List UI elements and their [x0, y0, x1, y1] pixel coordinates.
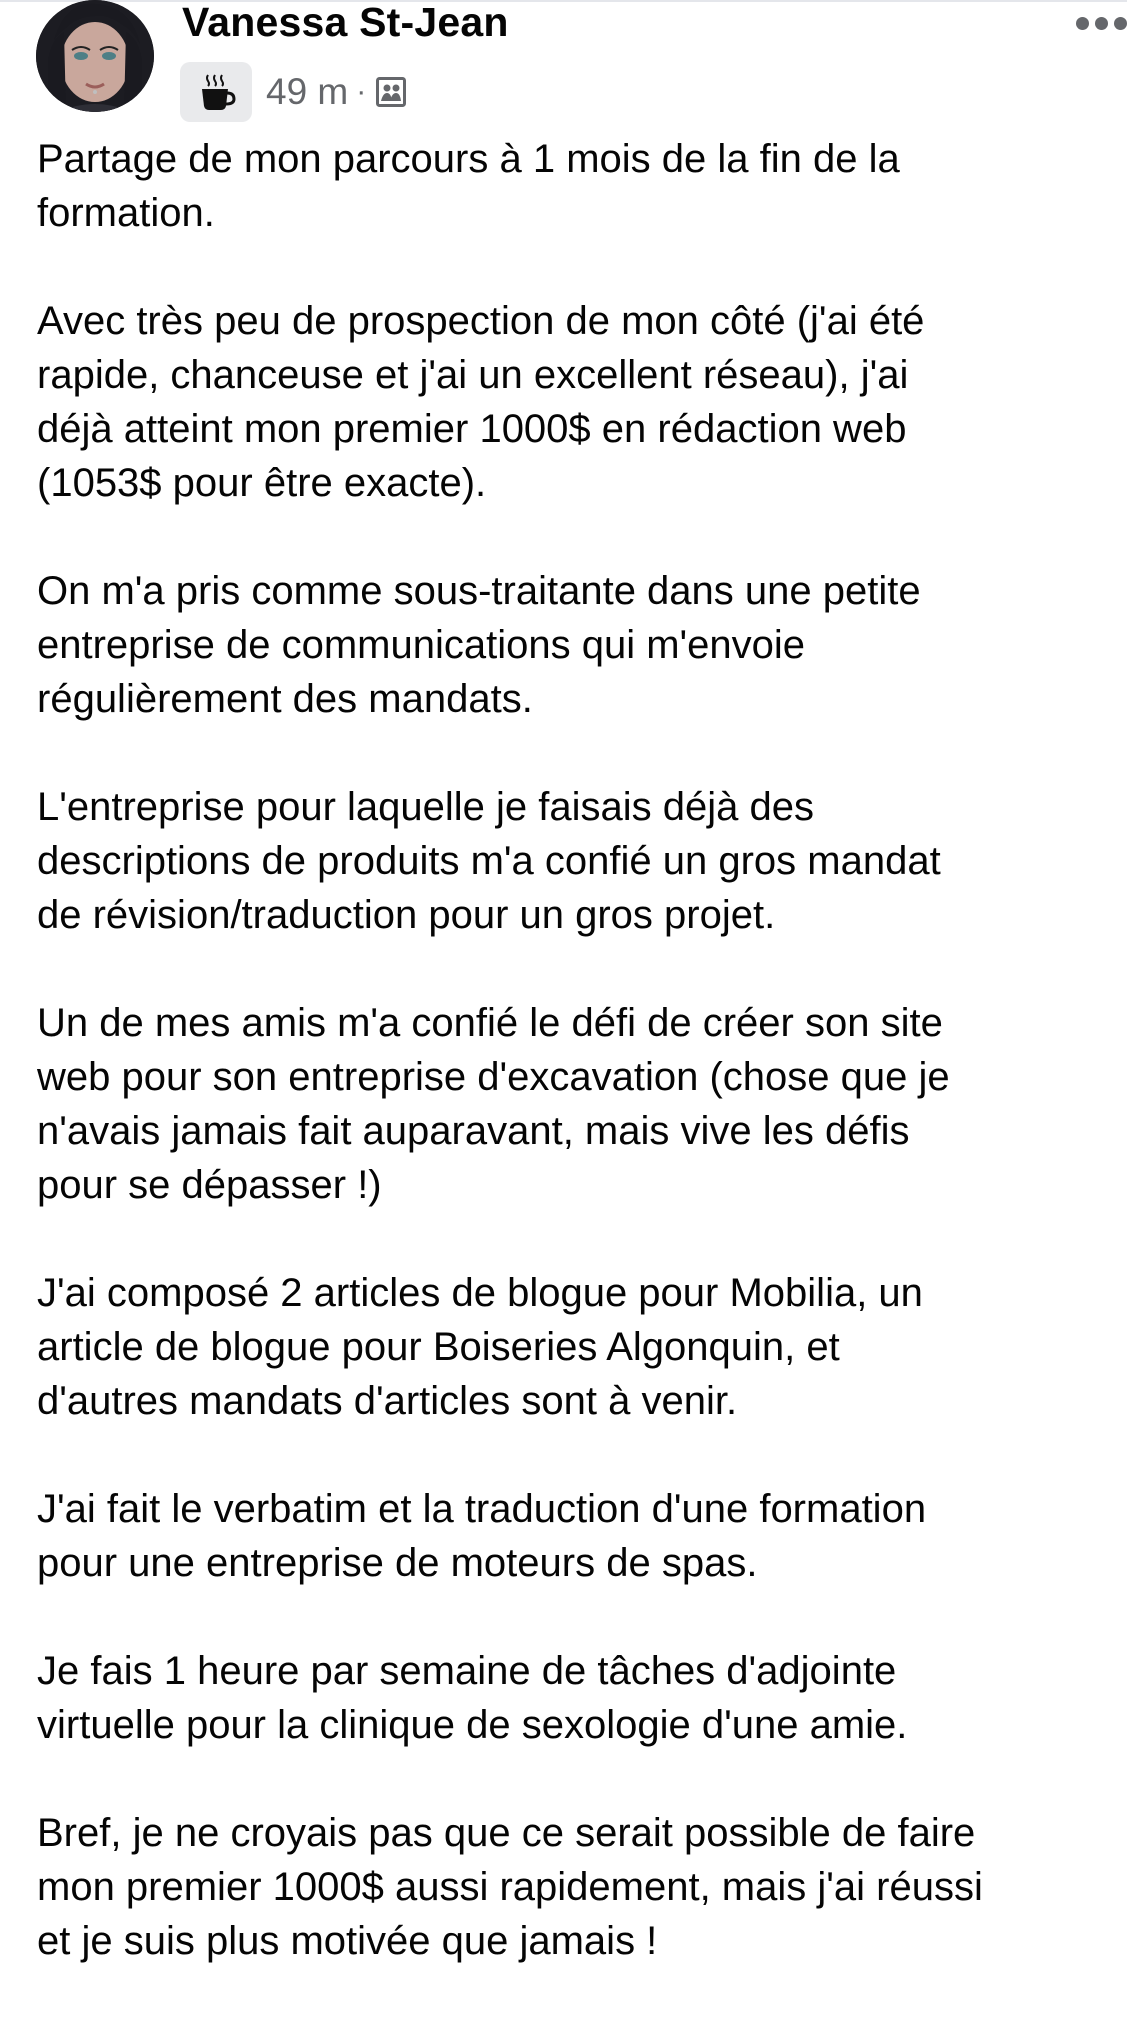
post-body [37, 132, 1127, 2022]
avatar[interactable] [36, 0, 154, 112]
separator: · [356, 75, 367, 108]
badge[interactable] [180, 62, 252, 122]
divider [0, 0, 1127, 2]
more-options-button[interactable] [1071, 8, 1127, 38]
more-dot [1095, 17, 1108, 30]
post-meta [180, 62, 410, 122]
avatar-image [36, 0, 154, 112]
post-paragraph: Avec très peu de prospection de mon côté (j'ai été rapide, chanceuse et j'ai un excellent réseau), j'ai déjà atteint mon premier 1000$ en rédaction web (1053$ pour être exacte). [37, 299, 925, 505]
post-paragraph: Bref, je ne croyais pas que ce serait possible de faire mon premier 1000$ aussi rapidement, mais j'ai réussi et je suis plus motivée que jamais ! [37, 1811, 983, 1963]
coffee-cup-icon [196, 72, 236, 112]
post-paragraph: L'entreprise pour laquelle je faisais déjà des descriptions de produits m'a confié un gros mandat de révision/traduction pour un gros projet. [37, 785, 941, 937]
group-icon [376, 75, 410, 109]
more-horizontal-icon [1076, 17, 1089, 30]
post-time[interactable]: 49 m [266, 71, 349, 112]
author-name[interactable]: Vanessa St-Jean [182, 0, 509, 45]
post-paragraph: Un de mes amis m'a confié le défi de créer son site web pour son entreprise d'excavation (chose que je n'avais jamais fait auparavant, mais vive les défis pour se dépasser !) [37, 1001, 950, 1207]
post-paragraph: J'ai composé 2 articles de blogue pour Mobilia, un article de blogue pour Boiseries Algonquin, et d'autres mandats d'articles sont à venir. [37, 1271, 923, 1423]
post-paragraph: Partage de mon parcours à 1 mois de la fin de la formation. [37, 137, 900, 235]
post-paragraph: J'ai fait le verbatim et la traduction d'une formation pour une entreprise de moteurs de spas. [37, 1487, 927, 1585]
post-paragraph: Je fais 1 heure par semaine de tâches d'adjointe virtuelle pour la clinique de sexologie d'une amie. [37, 1649, 908, 1747]
post-paragraph: On m'a pris comme sous-traitante dans une petite entreprise de communications qui m'envoie régulièrement des mandats. [37, 569, 921, 721]
more-dot [1114, 17, 1127, 30]
